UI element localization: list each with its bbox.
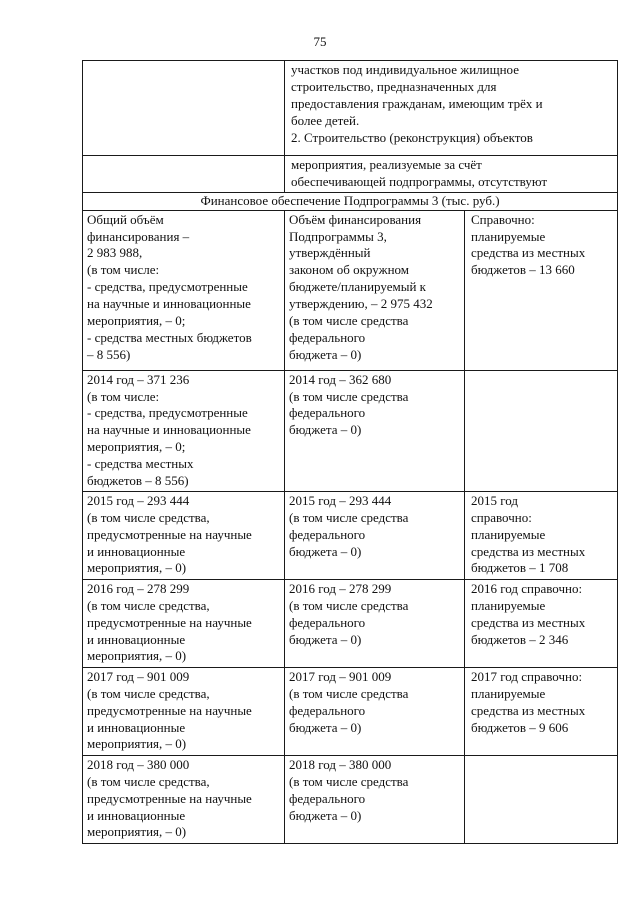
reference-funding-cell — [465, 755, 618, 843]
funding-section-header: Финансовое обеспечение Подпрограммы 3 (тыс. руб.) — [83, 192, 618, 210]
total-funding-cell: 2016 год – 278 299 (в том числе средства, предусмотренные на научные и инновационные мероприятия, – 0) — [83, 579, 285, 667]
total-funding-cell: 2014 год – 371 236 (в том числе: - средства, предусмотренные на научные и инновационные мероприятия, – 0; - средства местных бюджетов – 8 556) — [83, 370, 285, 491]
page-number: 75 — [313, 34, 327, 49]
table-cell-empty — [83, 156, 285, 193]
table-row — [83, 755, 618, 843]
approved-funding-cell: 2018 год – 380 000 (в том числе средства федерального бюджета – 0) — [285, 755, 465, 843]
table-cell-text: мероприятия, реализуемые за счёт обеспечивающей подпрограммы, отсутствуют — [285, 156, 618, 193]
total-funding-cell: 2017 год – 901 009 (в том числе средства, предусмотренные на научные и инновационные мероприятия, – 0) — [83, 667, 285, 755]
total-funding-cell: 2018 год – 380 000 (в том числе средства, предусмотренные на научные и инновационные мероприятия, – 0) — [83, 755, 285, 843]
table-cell-empty — [83, 61, 285, 156]
approved-funding-cell: 2016 год – 278 299 (в том числе средства федерального бюджета – 0) — [285, 579, 465, 667]
table-row — [83, 210, 618, 370]
approved-funding-cell: 2017 год – 901 009 (в том числе средства федерального бюджета – 0) — [285, 667, 465, 755]
approved-funding-cell: 2015 год – 293 444 (в том числе средства федерального бюджета – 0) — [285, 491, 465, 579]
total-funding-cell: 2015 год – 293 444 (в том числе средства, предусмотренные на научные и инновационные мероприятия, – 0) — [83, 491, 285, 579]
table-row — [83, 370, 618, 491]
table-row — [83, 156, 618, 193]
total-funding-cell: Общий объём финансирования – 2 983 988, (в том числе: - средства, предусмотренные на научные и инновационные мероприятия, – 0; - средства местных бюджетов – 8 556) — [83, 210, 285, 370]
table-row — [83, 667, 618, 755]
reference-funding-cell: 2015 год справочно: планируемые средства из местных бюджетов – 1 708 — [465, 491, 618, 579]
table-row — [83, 579, 618, 667]
funding-table — [82, 60, 618, 844]
reference-funding-cell — [465, 370, 618, 491]
table-row — [83, 491, 618, 579]
reference-funding-cell: 2017 год справочно: планируемые средства из местных бюджетов – 9 606 — [465, 667, 618, 755]
table-row — [83, 192, 618, 210]
approved-funding-cell: Объём финансирования Подпрограммы 3, утверждённый законом об окружном бюджете/планируемый к утверждению, – 2 975 432 (в том числе средства федерального бюджета – 0) — [285, 210, 465, 370]
reference-funding-cell: Справочно: планируемые средства из местных бюджетов – 13 660 — [465, 210, 618, 370]
table-row — [83, 61, 618, 156]
table-cell-text: участков под индивидуальное жилищное строительство, предназначенных для предоставления гражданам, имеющим трёх и более детей. 2. Строительство (реконструкция) объектов — [285, 61, 618, 156]
approved-funding-cell: 2014 год – 362 680 (в том числе средства федерального бюджета – 0) — [285, 370, 465, 491]
reference-funding-cell: 2016 год справочно: планируемые средства из местных бюджетов – 2 346 — [465, 579, 618, 667]
